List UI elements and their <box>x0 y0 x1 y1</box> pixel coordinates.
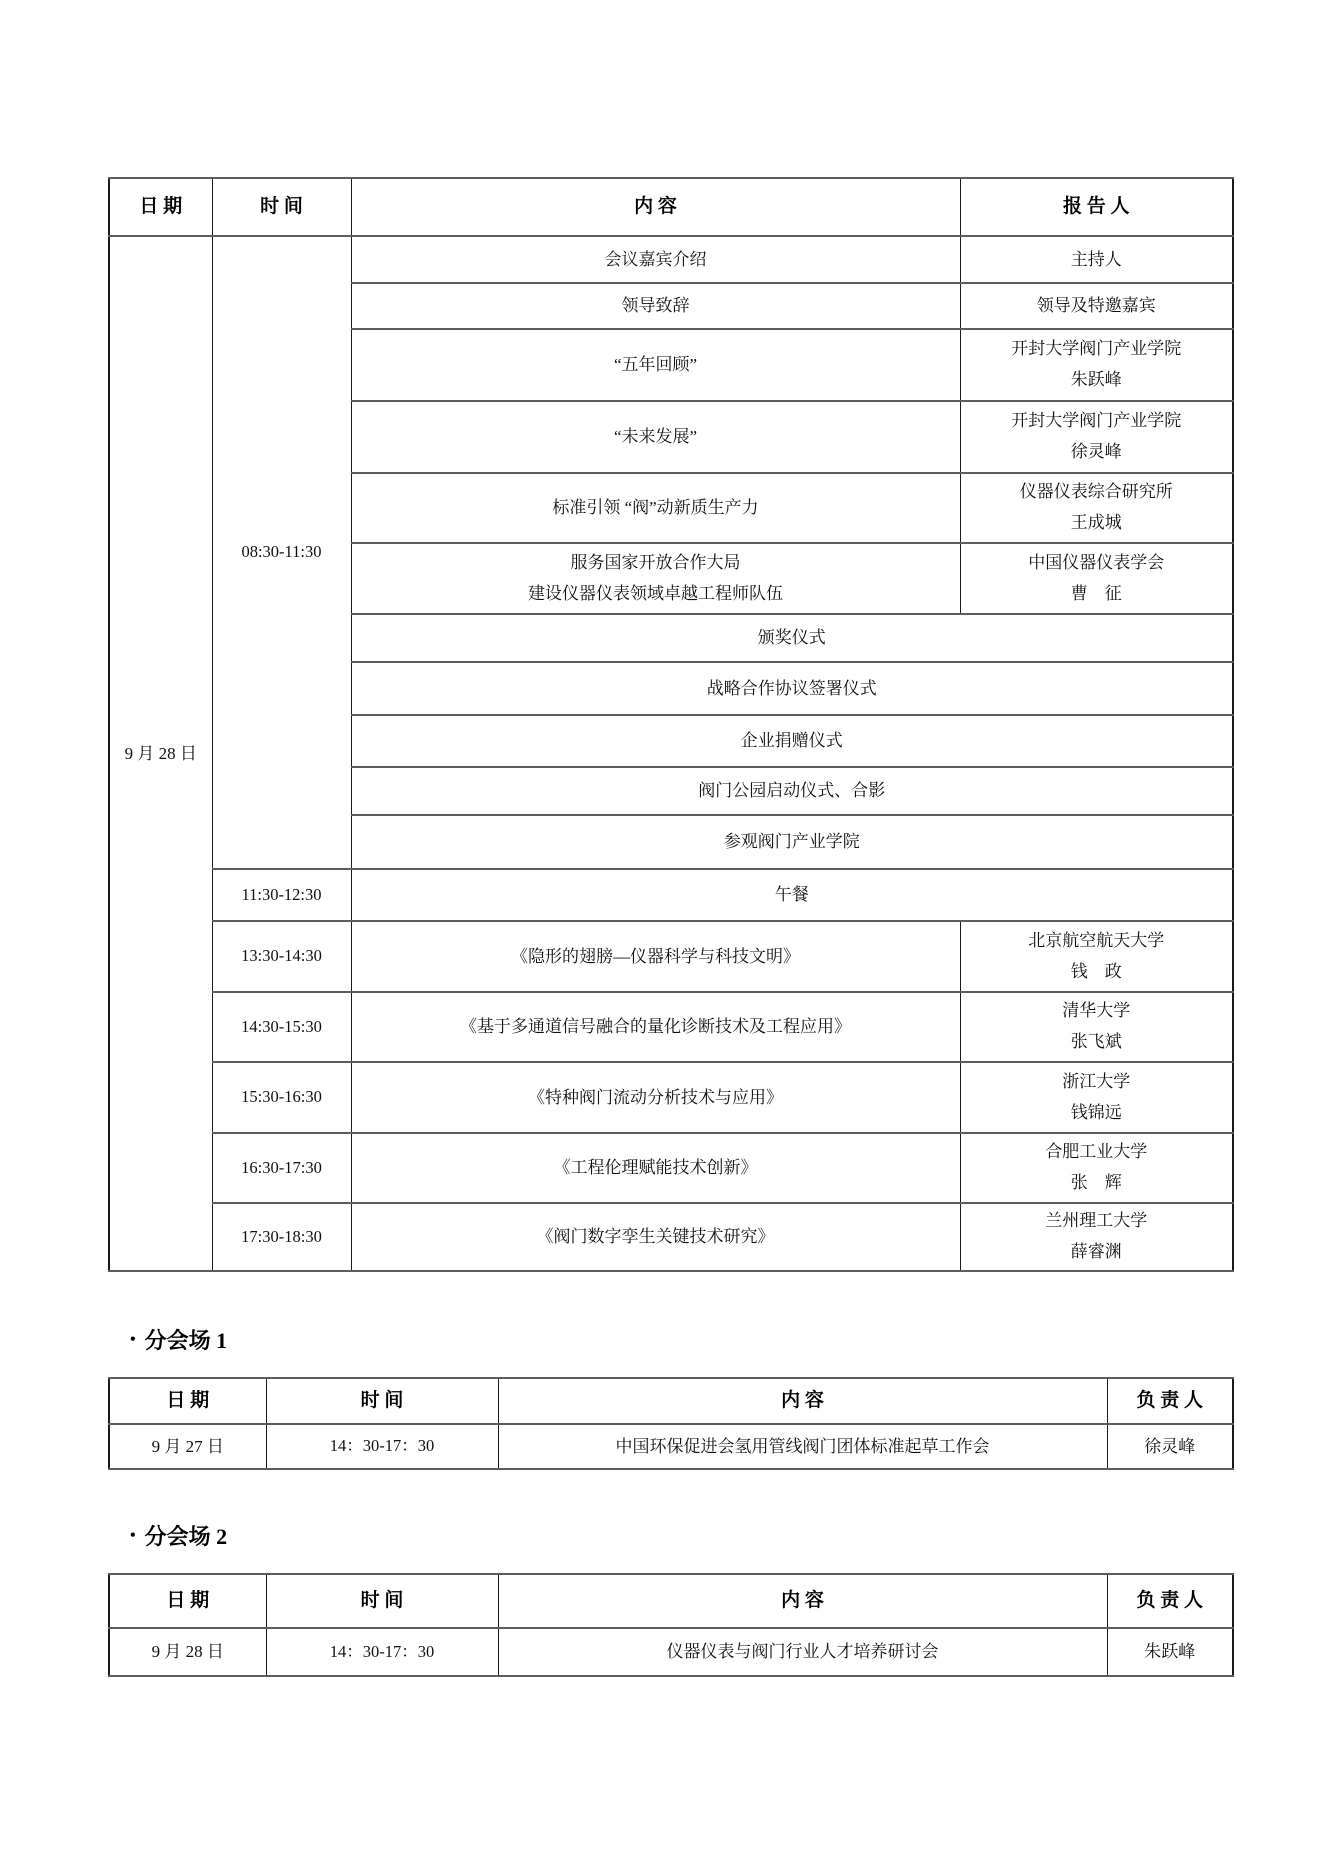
time-cell: 14：30-17：30 <box>266 1628 498 1676</box>
content-cell: 标准引领 “阀”动新质生产力 <box>351 473 960 543</box>
header-date: 日期 <box>109 178 212 236</box>
speaker-cell <box>960 1133 1233 1203</box>
content-cell: 仪器仪表与阀门行业人才培养研讨会 <box>498 1628 1107 1676</box>
table-row <box>109 1424 1233 1469</box>
speaker-cell <box>960 329 1233 401</box>
lead-cell: 朱跃峰 <box>1107 1628 1233 1676</box>
speaker-org: 开封大学阀门产业学院 <box>1011 411 1182 431</box>
speaker-name: 张 辉 <box>1070 1173 1122 1192</box>
session1-heading <box>130 1324 227 1355</box>
header-content: 内容 <box>498 1378 1107 1424</box>
session2-heading-label: 分会场 2 <box>144 1524 228 1549</box>
speaker-cell <box>960 1062 1233 1133</box>
table-row <box>109 236 1233 283</box>
content-cell: 《特种阀门流动分析技术与应用》 <box>351 1062 960 1133</box>
content-cell: 中国环保促进会氢用管线阀门团体标准起草工作会 <box>498 1424 1107 1469</box>
ceremony-cell: 颁奖仪式 <box>351 614 1233 662</box>
speaker-name: 薛睿渊 <box>1070 1242 1122 1261</box>
bullet-icon: • <box>130 1330 136 1348</box>
speaker-org: 浙江大学 <box>1062 1071 1131 1091</box>
ceremony-cell: 战略合作协议签署仪式 <box>351 662 1233 715</box>
session2-table <box>108 1573 1234 1677</box>
table-row <box>109 1628 1233 1676</box>
time-cell: 11:30-12:30 <box>212 869 351 921</box>
ceremony-cell: 阀门公园启动仪式、合影 <box>351 767 1233 815</box>
session2-header-row <box>109 1574 1233 1628</box>
speaker-org: 清华大学 <box>1062 1001 1131 1021</box>
table-row <box>109 1203 1233 1271</box>
content-cell: 《隐形的翅膀—仪器科学与科技文明》 <box>351 921 960 992</box>
header-speaker: 报告人 <box>960 178 1233 236</box>
header-time: 时间 <box>266 1378 498 1424</box>
date-cell: 9 月 28 日 <box>109 236 212 1271</box>
content-cell: 《工程伦理赋能技术创新》 <box>351 1133 960 1203</box>
session1-table <box>108 1377 1234 1470</box>
table-row <box>109 1133 1233 1203</box>
content-line: 服务国家开放合作大局 <box>570 552 741 572</box>
speaker-cell <box>960 401 1233 473</box>
speaker-org: 仪器仪表综合研究所 <box>1019 482 1173 502</box>
speaker-cell <box>960 1203 1233 1271</box>
speaker-cell: 主持人 <box>960 236 1233 283</box>
speaker-cell <box>960 473 1233 543</box>
speaker-org: 合肥工业大学 <box>1045 1142 1148 1162</box>
speaker-org: 兰州理工大学 <box>1045 1211 1148 1231</box>
speaker-name: 王成城 <box>1070 513 1122 532</box>
content-cell: “五年回顾” <box>351 329 960 401</box>
time-cell: 13:30-14:30 <box>212 921 351 992</box>
content-line: 建设仪器仪表领域卓越工程师队伍 <box>528 583 783 603</box>
speaker-cell <box>960 543 1233 614</box>
header-content: 内容 <box>351 178 960 236</box>
lunch-cell: 午餐 <box>351 869 1233 921</box>
content-cell <box>351 543 960 614</box>
speaker-name: 钱 政 <box>1070 961 1122 981</box>
header-lead: 负责人 <box>1107 1378 1233 1424</box>
morning-time-cell: 08:30-11:30 <box>212 236 351 869</box>
main-schedule-table <box>108 177 1234 1272</box>
header-content: 内容 <box>498 1574 1107 1628</box>
ceremony-cell: 企业捐赠仪式 <box>351 715 1233 767</box>
speaker-name: 张飞斌 <box>1070 1032 1122 1051</box>
ceremony-cell: 参观阀门产业学院 <box>351 815 1233 869</box>
time-cell: 16:30-17:30 <box>212 1133 351 1203</box>
time-cell: 14:30-15:30 <box>212 992 351 1062</box>
speaker-name: 钱锦远 <box>1070 1102 1122 1122</box>
time-cell: 14：30-17：30 <box>266 1424 498 1469</box>
table-row <box>109 992 1233 1062</box>
main-table-header-row <box>109 178 1233 236</box>
content-cell: 《阀门数字孪生关键技术研究》 <box>351 1203 960 1271</box>
lead-cell: 徐灵峰 <box>1107 1424 1233 1469</box>
content-cell: 领导致辞 <box>351 283 960 329</box>
header-lead: 负责人 <box>1107 1574 1233 1628</box>
speaker-org: 中国仪器仪表学会 <box>1028 552 1165 572</box>
speaker-cell <box>960 921 1233 992</box>
time-cell: 17:30-18:30 <box>212 1203 351 1271</box>
date-cell: 9 月 27 日 <box>109 1424 266 1469</box>
header-time: 时间 <box>212 178 351 236</box>
speaker-org: 开封大学阀门产业学院 <box>1011 339 1182 359</box>
session1-heading-label: 分会场 1 <box>144 1328 228 1353</box>
speaker-org: 北京航空航天大学 <box>1028 930 1165 950</box>
session1-header-row <box>109 1378 1233 1424</box>
content-cell: 《基于多通道信号融合的量化诊断技术及工程应用》 <box>351 992 960 1062</box>
header-date: 日期 <box>109 1574 266 1628</box>
speaker-cell: 领导及特邀嘉宾 <box>960 283 1233 329</box>
table-row <box>109 921 1233 992</box>
date-cell: 9 月 28 日 <box>109 1628 266 1676</box>
bullet-icon: • <box>130 1526 136 1544</box>
content-cell: 会议嘉宾介绍 <box>351 236 960 283</box>
speaker-cell <box>960 992 1233 1062</box>
table-row <box>109 869 1233 921</box>
speaker-name: 曹 征 <box>1070 583 1122 603</box>
speaker-name: 徐灵峰 <box>1070 442 1122 461</box>
table-row <box>109 1062 1233 1133</box>
time-cell: 15:30-16:30 <box>212 1062 351 1133</box>
content-cell: “未来发展” <box>351 401 960 473</box>
header-time: 时间 <box>266 1574 498 1628</box>
session2-heading <box>130 1520 227 1551</box>
speaker-name: 朱跃峰 <box>1070 370 1122 389</box>
header-date: 日期 <box>109 1378 266 1424</box>
